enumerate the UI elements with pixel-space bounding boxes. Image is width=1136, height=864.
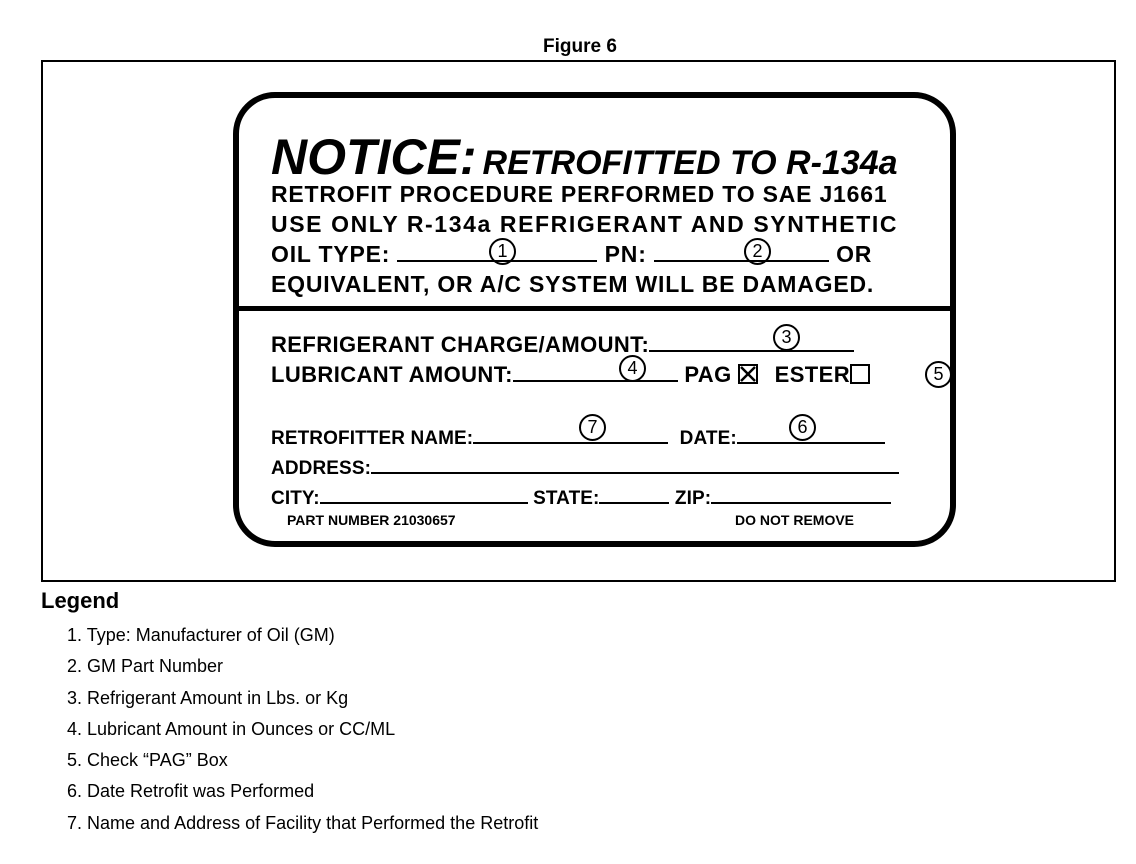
city-label: CITY:	[271, 488, 320, 509]
state-blank	[599, 484, 669, 504]
line-use-only: USE ONLY R-134a REFRIGERANT AND SYNTHETIC	[271, 211, 899, 237]
pn-label: PN:	[604, 241, 647, 267]
ester-label: ESTER	[774, 362, 850, 387]
date-label: DATE:	[679, 428, 737, 449]
legend-item: 1. Type: Manufacturer of Oil (GM)	[67, 625, 335, 645]
lubricant-label: LUBRICANT AMOUNT:	[271, 362, 513, 387]
callout-7: 7	[579, 414, 606, 441]
legend-title: Legend	[41, 588, 120, 613]
legend-item: 7. Name and Address of Facility that Performed the Retrofit	[67, 812, 539, 833]
city-blank	[320, 484, 528, 504]
line-refrigerant	[271, 332, 854, 358]
retrofit-label	[233, 92, 956, 547]
retrofitter-label: RETROFITTER NAME:	[271, 428, 474, 449]
notice-heading	[271, 128, 898, 186]
state-label: STATE:	[533, 488, 600, 509]
legend-list	[67, 624, 538, 843]
legend-item: 2. GM Part Number	[67, 656, 224, 677]
legend-item: 4. Lubricant Amount in Ounces or CC/ML	[67, 718, 396, 739]
address-blank	[371, 454, 899, 474]
callout-2: 2	[744, 238, 771, 265]
refrigerant-blank	[649, 332, 854, 352]
do-not-remove: DO NOT REMOVE	[735, 512, 855, 528]
notice-subtitle: RETROFITTED TO R-134a	[482, 144, 898, 182]
part-number: PART NUMBER 21030657	[287, 512, 456, 528]
callout-3: 3	[773, 324, 800, 351]
line-lubricant	[271, 362, 870, 388]
line-address	[271, 454, 899, 480]
pn-blank	[654, 242, 829, 262]
callout-4: 4	[619, 355, 646, 382]
refrigerant-label: REFRIGERANT CHARGE/AMOUNT:	[271, 332, 650, 357]
line-retrofit-procedure: RETROFIT PROCEDURE PERFORMED TO SAE J1661	[271, 181, 888, 207]
callout-6: 6	[789, 414, 816, 441]
zip-label: ZIP:	[674, 488, 712, 509]
zip-blank	[711, 484, 891, 504]
legend-item: 3. Refrigerant Amount in Lbs. or Kg	[67, 687, 349, 708]
oil-type-label: OIL TYPE:	[271, 241, 391, 267]
or-label: OR	[836, 241, 873, 267]
callout-1: 1	[489, 238, 516, 265]
pag-check-mark	[740, 366, 756, 382]
legend-item: 6. Date Retrofit was Performed	[67, 781, 315, 802]
line-equivalent: EQUIVALENT, OR A/C SYSTEM WILL BE DAMAGED.	[271, 271, 875, 297]
line-city	[271, 484, 891, 510]
callout-5: 5	[925, 361, 952, 388]
legend-item: 5. Check “PAG” Box	[67, 750, 228, 771]
retrofitter-blank	[473, 424, 668, 444]
notice-word: NOTICE:	[271, 129, 477, 185]
pag-label: PAG	[684, 362, 732, 387]
line-oil-type	[271, 241, 872, 268]
figure-title: Figure 6	[543, 36, 617, 57]
lubricant-blank	[513, 362, 678, 382]
address-label: ADDRESS:	[271, 458, 372, 479]
pag-checkbox[interactable]	[738, 364, 758, 384]
label-divider	[239, 306, 950, 311]
ester-checkbox[interactable]	[850, 364, 870, 384]
